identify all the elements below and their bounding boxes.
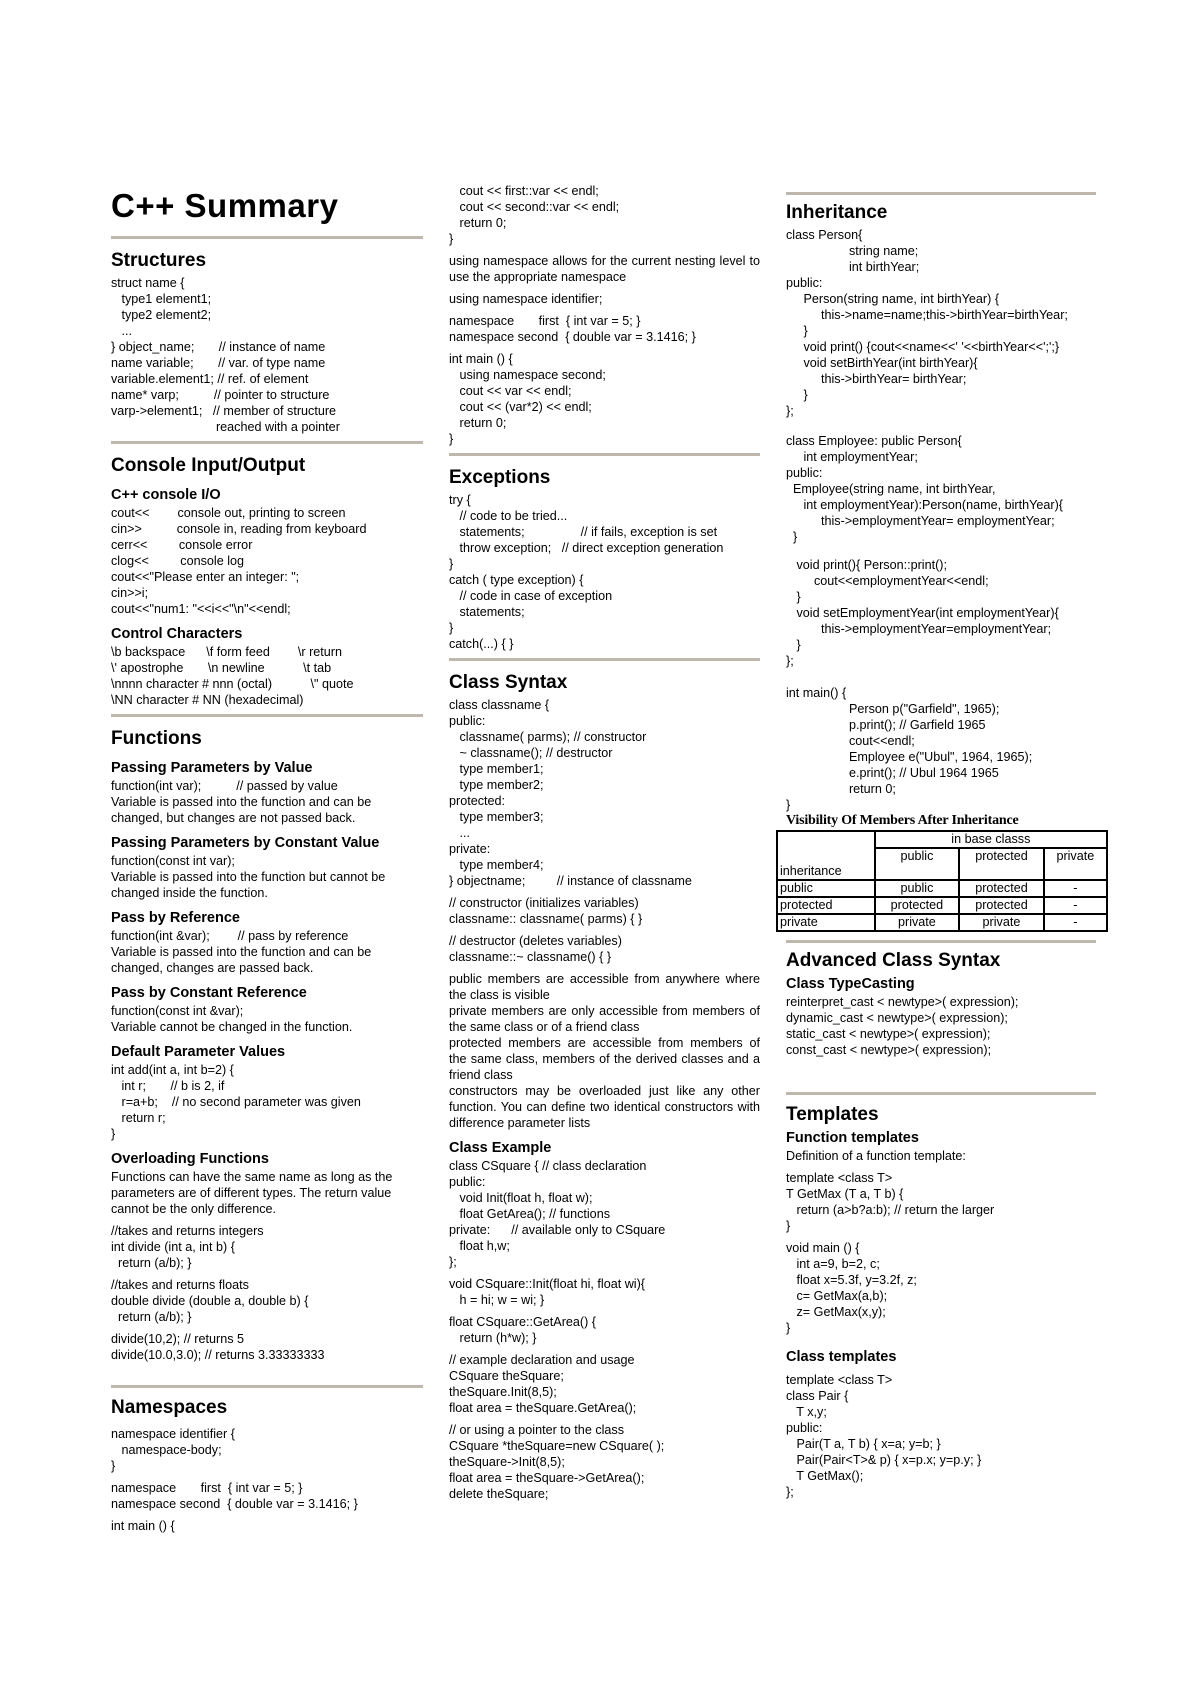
class-example-subheading: Class Example	[449, 1140, 552, 1156]
inheritance-main-code: int main() { Person p("Garfield", 1965); p.print(); // Garfield 1965 cout<<endl; Employee e("Ubul", 1964, 1965); e.print(); // Ubul 1964 1965 return 0; }	[786, 686, 1033, 812]
visibility-table-title: Visibility Of Members After Inheritance	[786, 813, 1019, 828]
visibility-table	[776, 830, 1108, 932]
col-header-cell: private	[1044, 848, 1107, 880]
column-2	[449, 183, 760, 1502]
col-header-cell: public	[875, 848, 960, 880]
constructor-code: // constructor (initializes variables) classname:: classname( parms) { }	[449, 896, 643, 926]
pass-by-const-reference-text: function(const int &var); Variable cannot be changed in the function.	[111, 1004, 353, 1034]
table-cell: -	[1044, 880, 1107, 897]
structures-code: struct name { type1 element1; type2 element2; ... } object_name; // instance of name name variable; // var. of type name variable.element1; // ref. of element name* varp; // pointer to structure varp->element1; // member of structure reached with a pointer	[111, 276, 340, 434]
console-io-code: cout<< console out, printing to screen cin>> console in, reading from keyboard cerr<< console error clog<< console log cout<<"Please enter an integer: "; cin>>i; cout<<"num1: "<<i<<"\n"<<endl;	[111, 506, 367, 616]
functions-heading: Functions	[111, 728, 202, 749]
usage-code: // example declaration and usage CSquare theSquare; theSquare.Init(8,5); float area = theSquare.GetArea();	[449, 1353, 637, 1415]
init-code: void CSquare::Init(float hi, float wi){ h = hi; w = wi; }	[449, 1277, 645, 1307]
pass-by-reference-text: function(int &var); // pass by reference Variable is passed into the function and can be changed, changes are passed back.	[111, 929, 372, 975]
person-class-code: class Person{ string name; int birthYear; public: Person(string name, int birthYear) { this->name=name;this->birthYear=birthYear; } void print() {cout<<name<<' '<<birthYear<<';';} void setBirthYear(int birthYear){ this->birthYear= birthYear; } };	[786, 228, 1068, 418]
function-template-intro: Definition of a function template:	[786, 1149, 966, 1163]
typecasting-subheading: Class TypeCasting	[786, 976, 915, 992]
private-members-text: private members are only accessible from members of the same class or of a friend class	[449, 1004, 760, 1034]
employee-class-code: class Employee: public Person{ int employmentYear; public: Employee(string name, int birthYear, int employmentYear):Person(name, birthYear){ this->employmentYear= employmentYear; }	[786, 434, 1063, 544]
divider	[786, 192, 1096, 195]
table-cell: public	[875, 880, 960, 897]
pass-by-const-reference-subheading: Pass by Constant Reference	[111, 985, 307, 1001]
pass-by-value-text: function(int var); // passed by value Variable is passed into the function and can be changed, but changes are not passed back.	[111, 779, 372, 825]
row-label-cell: protected	[777, 897, 875, 914]
namespace-def-code: namespace identifier { namespace-body; }	[111, 1427, 235, 1473]
advanced-heading: Advanced Class Syntax	[786, 950, 1001, 971]
function-templates-subheading: Function templates	[786, 1130, 919, 1146]
protected-members-text: protected members are accessible from members of the same class, members of the derived classes and a friend class	[449, 1036, 760, 1082]
console-heading: Console Input/Output	[111, 455, 306, 476]
constructors-text: constructors may be overloaded just like any other function. You can define two identical constructors with difference parameter lists	[449, 1084, 760, 1130]
divider	[111, 714, 423, 717]
overloading-float-code: //takes and returns floats double divide (double a, double b) { return (a/b); }	[111, 1278, 309, 1324]
divider	[449, 658, 760, 661]
pass-by-const-value-subheading: Passing Parameters by Constant Value	[111, 835, 380, 851]
row-header-cell: inheritance	[777, 831, 875, 880]
column-3	[780, 192, 1096, 1500]
namespace-main-body: cout << first::var << endl; cout << second::var << endl; return 0; }	[449, 184, 620, 246]
class-templates-subheading: Class templates	[786, 1349, 897, 1365]
pointer-usage-code: // or using a pointer to the class CSquare *theSquare=new CSquare( ); theSquare->Init(8,5); float area = theSquare->GetArea(); delete theSquare;	[449, 1423, 665, 1501]
overloading-text: Functions can have the same name as long as the parameters are of different types. The return value cannot be the only difference.	[111, 1170, 393, 1216]
divider	[786, 940, 1096, 943]
divider	[111, 1385, 423, 1388]
table-cell: -	[1044, 914, 1107, 931]
exceptions-heading: Exceptions	[449, 467, 551, 488]
row-label-cell: private	[777, 914, 875, 931]
control-chars-subheading: Control Characters	[111, 626, 243, 642]
structures-heading: Structures	[111, 250, 207, 271]
default-params-subheading: Default Parameter Values	[111, 1044, 286, 1060]
pass-by-reference-subheading: Pass by Reference	[111, 910, 240, 926]
table-cell: private	[875, 914, 960, 931]
inheritance-heading: Inheritance	[786, 202, 888, 223]
namespace-vars-code-2: namespace first { int var = 5; } namespace second { double var = 3.1416; }	[449, 314, 696, 344]
function-template-code: template <class T> T GetMax (T a, T b) { return (a>b?a:b); // return the larger }	[786, 1171, 995, 1233]
pass-by-const-value-text: function(const int var); Variable is passed into the function but cannot be changed inside the function.	[111, 854, 386, 900]
overloading-calls-code: divide(10,2); // returns 5 divide(10.0,3.0); // returns 3.33333333	[111, 1332, 325, 1362]
class-example-code: class CSquare { // class declaration public: void Init(float h, float w); float GetArea(); // functions private: // available only to CSquare float h,w; };	[449, 1159, 666, 1269]
class-template-code: template <class T> class Pair { T x,y; public: Pair(T a, T b) { x=a; y=b; } Pair(Pair<T>& p) { x=p.x; y=p.y; } T GetMax(); };	[786, 1373, 982, 1499]
divider	[111, 236, 423, 239]
column-1	[111, 180, 423, 1534]
typecasting-code: reinterpret_cast < newtype>( expression); dynamic_cast < newtype>( expression); static_cast < newtype>( expression); const_cast < newtype>( expression);	[786, 995, 1019, 1057]
divider	[449, 453, 760, 456]
divider	[786, 1092, 1096, 1095]
control-chars-code: \b backspace \f form feed \r return \' apostrophe \n newline \t tab \nnnn character # nnn (octal) \" quote \NN character # NN (hexadecimal)	[111, 645, 354, 707]
employee-methods-code: void print(){ Person::print(); cout<<employmentYear<<endl; } void setEmploymentYear(int employmentYear){ this->employmentYear=employmentYear; } };	[786, 558, 1059, 668]
divider	[111, 441, 423, 444]
exceptions-code: try { // code to be tried... statements; // if fails, exception is set throw exception; // direct exception generation } catch ( type exception) { // code in case of exception statements; } catch(...) { }	[449, 493, 724, 651]
namespace-vars-code: namespace first { int var = 5; } namespace second { double var = 3.1416; }	[111, 1481, 358, 1511]
class-syntax-code: class classname { public: classname( parms); // constructor ~ classname(); // destructor type member1; type member2; protected: type member3; ... private: type member4; } objectname; // instance of classname	[449, 698, 692, 888]
overloading-subheading: Overloading Functions	[111, 1151, 269, 1167]
table-cell: -	[1044, 897, 1107, 914]
namespace-main-start: int main () {	[111, 1519, 175, 1533]
getarea-code: float CSquare::GetArea() { return (h*w); }	[449, 1315, 596, 1345]
namespaces-heading: Namespaces	[111, 1397, 228, 1418]
using-namespace-text: using namespace allows for the current nesting level to use the appropriate namespace	[449, 254, 760, 284]
table-cell: protected	[875, 897, 960, 914]
templates-heading: Templates	[786, 1104, 879, 1125]
page-title: C++ Summary	[111, 187, 339, 224]
default-params-code: int add(int a, int b=2) { int r; // b is 2, if r=a+b; // no second parameter was given return r; }	[111, 1063, 361, 1141]
using-namespace-syntax: using namespace identifier;	[449, 292, 603, 306]
class-syntax-heading: Class Syntax	[449, 672, 568, 693]
row-label-cell: public	[777, 880, 875, 897]
col-header-cell: protected	[959, 848, 1044, 880]
console-io-subheading: C++ console I/O	[111, 487, 221, 503]
table-cell: protected	[959, 880, 1044, 897]
namespace-main-code-2: int main () { using namespace second; cout << var << endl; cout << (var*2) << endl; return 0; }	[449, 352, 606, 446]
overloading-int-code: //takes and returns integers int divide (int a, int b) { return (a/b); }	[111, 1224, 264, 1270]
pass-by-value-subheading: Passing Parameters by Value	[111, 760, 313, 776]
base-header-cell: in base classs	[875, 831, 1107, 848]
public-members-text: public members are accessible from anywhere where the class is visible	[449, 972, 760, 1002]
table-cell: protected	[959, 897, 1044, 914]
table-cell: private	[959, 914, 1044, 931]
template-main-code: void main () { int a=9, b=2, c; float x=5.3f, y=3.2f, z; c= GetMax(a,b); z= GetMax(x,y); }	[786, 1241, 917, 1335]
destructor-code: // destructor (deletes variables) classname::~ classname() { }	[449, 934, 622, 964]
